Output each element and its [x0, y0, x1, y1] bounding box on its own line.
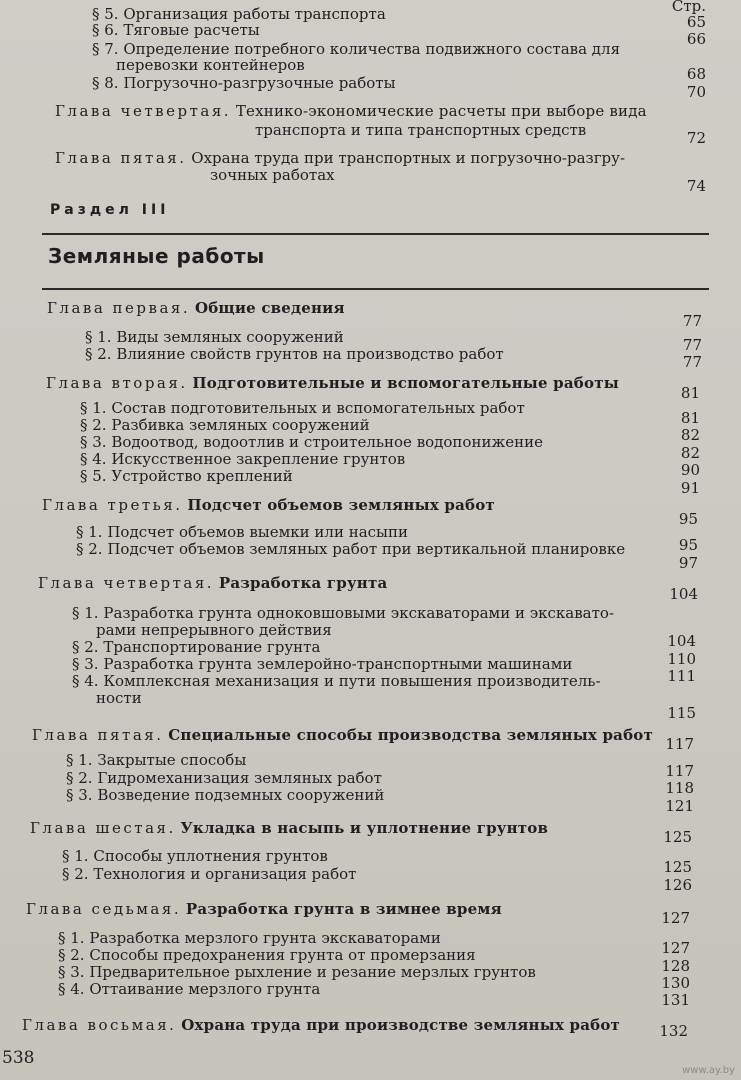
chapter-title: Укладка в насыпь и уплотнение грунтов	[180, 819, 549, 837]
chapter-label: Глава шестая.	[30, 819, 176, 837]
chapter-label: Глава первая.	[47, 299, 191, 317]
toc-page: 125	[663, 858, 692, 876]
toc-page: 82	[680, 426, 700, 444]
toc-page: 77	[682, 312, 702, 330]
chapter-heading	[46, 375, 619, 392]
chapter-label: Глава седьмая.	[26, 900, 182, 918]
toc-page: 90	[680, 461, 700, 479]
toc-item: § 5. Устройство креплений	[80, 467, 293, 485]
toc-page: 111	[667, 667, 696, 685]
toc-page: 118	[665, 779, 694, 797]
toc-item: § 3. Водоотвод, водоотлив и строительное водопонижение	[80, 433, 544, 451]
toc-item: § 6. Тяговые расчеты	[92, 21, 260, 39]
toc-page: 125	[663, 828, 692, 846]
page-number: 538	[2, 1048, 35, 1068]
watermark: www.ay.by	[682, 1065, 735, 1076]
toc-item: § 2. Гидромеханизация земляных работ	[66, 769, 382, 787]
section-label: Раздел III	[50, 202, 170, 218]
toc-page: 121	[665, 797, 694, 815]
toc-page: 127	[661, 939, 690, 957]
chapter-title: Общие сведения	[194, 299, 345, 317]
chapter-title-cont: зочных работах	[210, 166, 335, 184]
toc-page: 128	[661, 957, 690, 975]
toc-page: 104	[669, 585, 698, 603]
toc-page: 117	[665, 735, 694, 753]
toc-page: 95	[678, 510, 698, 528]
chapter-heading	[55, 150, 625, 167]
toc-page: 68	[686, 65, 706, 83]
toc-item: § 1. Состав подготовительных и вспомогательных работ	[80, 399, 525, 417]
toc-page: 77	[682, 353, 702, 371]
section-rule-top	[42, 233, 709, 235]
toc-item: § 1. Разработка мерзлого грунта экскаваторами	[58, 929, 441, 947]
chapter-title: Разработка грунта в зимнее время	[185, 900, 502, 918]
toc-item: § 4. Оттаивание мерзлого грунта	[58, 980, 321, 998]
chapter-title: Охрана труда при производстве земляных работ	[181, 1016, 621, 1034]
chapter-label: Глава восьмая.	[22, 1016, 177, 1034]
toc-page: 70	[686, 83, 706, 101]
toc-item: § 1. Разработка грунта одноковшовыми экскаваторами и экскавато-	[72, 604, 615, 622]
toc-page: 95	[678, 536, 698, 554]
toc-page: 104	[667, 632, 696, 650]
chapter-title: Специальные способы производства земляных работ	[168, 726, 654, 744]
section-rule-bottom	[42, 288, 709, 290]
toc-item: § 2. Технология и организация работ	[62, 865, 357, 883]
chapter-heading	[42, 497, 495, 514]
toc-page: 66	[686, 30, 706, 48]
chapter-title: Технико-экономические расчеты при выборе вида	[235, 102, 647, 120]
chapter-heading	[26, 901, 502, 918]
chapter-title: Подсчет объемов земляных работ	[187, 496, 495, 514]
chapter-heading	[38, 575, 387, 592]
toc-item: рами непрерывного действия	[96, 621, 332, 639]
toc-item: § 2. Влияние свойств грунтов на производство работ	[85, 345, 504, 363]
toc-page: 126	[663, 876, 692, 894]
chapter-title-cont: транспорта и типа транспортных средств	[255, 121, 587, 139]
chapter-heading	[30, 820, 548, 837]
toc-item: ности	[96, 689, 142, 707]
toc-item: § 3. Предварительное рыхление и резание мерзлых грунтов	[58, 963, 536, 981]
toc-page: 127	[661, 909, 690, 927]
toc-page: 97	[678, 554, 698, 572]
toc-page: 132	[659, 1022, 688, 1040]
chapter-label: Глава пятая.	[32, 726, 164, 744]
chapter-heading	[22, 1017, 620, 1034]
toc-page: 117	[665, 762, 694, 780]
toc-item: § 7. Определение потребного количества подвижного состава для	[92, 40, 621, 58]
toc-item: § 1. Способы уплотнения грунтов	[62, 847, 328, 865]
chapter-label: Глава пятая.	[55, 149, 187, 167]
toc-page: 74	[686, 177, 706, 195]
toc-item: § 4. Комплексная механизация и пути повышения производитель-	[72, 672, 601, 690]
toc-page: 91	[680, 479, 700, 497]
toc-page: 130	[661, 974, 690, 992]
chapter-title: Подготовительные и вспомогательные работы	[192, 374, 619, 392]
chapter-label: Глава четвертая.	[38, 574, 215, 592]
toc-item: § 8. Погрузочно-разгрузочные работы	[92, 74, 396, 92]
chapter-label: Глава вторая.	[46, 374, 188, 392]
toc-page: 131	[661, 991, 690, 1009]
chapter-label: Глава третья.	[42, 496, 183, 514]
chapter-title: Охрана труда при транспортных и погрузочно-разгру-	[191, 149, 626, 167]
toc-item: § 2. Транспортирование грунта	[72, 638, 321, 656]
section-title: Земляные работы	[48, 244, 265, 268]
toc-page: 81	[680, 384, 700, 402]
toc-item: § 1. Закрытые способы	[66, 751, 247, 769]
toc-item: § 2. Способы предохранения грунта от промерзания	[58, 946, 476, 964]
chapter-heading	[47, 300, 345, 317]
chapter-label: Глава четвертая.	[55, 102, 232, 120]
toc-page: 82	[680, 444, 700, 462]
chapter-heading	[32, 727, 653, 744]
toc-item: § 5. Организация работы транспорта	[92, 5, 386, 23]
toc-item: § 3. Возведение подземных сооружений	[66, 786, 385, 804]
toc-page: 65	[686, 13, 706, 31]
toc-item: § 1. Виды земляных сооружений	[85, 328, 344, 346]
page-column-header: Стр.	[671, 0, 706, 15]
toc-page: 77	[682, 336, 702, 354]
toc-item: § 2. Подсчет объемов земляных работ при вертикальной планировке	[76, 540, 626, 558]
toc-item: § 4. Искусственное закрепление грунтов	[80, 450, 406, 468]
toc-page: 115	[667, 704, 696, 722]
toc-item: перевозки контейнеров	[116, 56, 305, 74]
toc-page: 81	[680, 409, 700, 427]
toc-page: 110	[667, 650, 696, 668]
chapter-heading	[55, 103, 647, 120]
chapter-title: Разработка грунта	[218, 574, 388, 592]
toc-item: § 1. Подсчет объемов выемки или насыпи	[76, 523, 408, 541]
toc-item: § 3. Разработка грунта землеройно-транспортными машинами	[72, 655, 573, 673]
toc-page: 72	[686, 129, 706, 147]
toc-item: § 2. Разбивка земляных сооружений	[80, 416, 370, 434]
